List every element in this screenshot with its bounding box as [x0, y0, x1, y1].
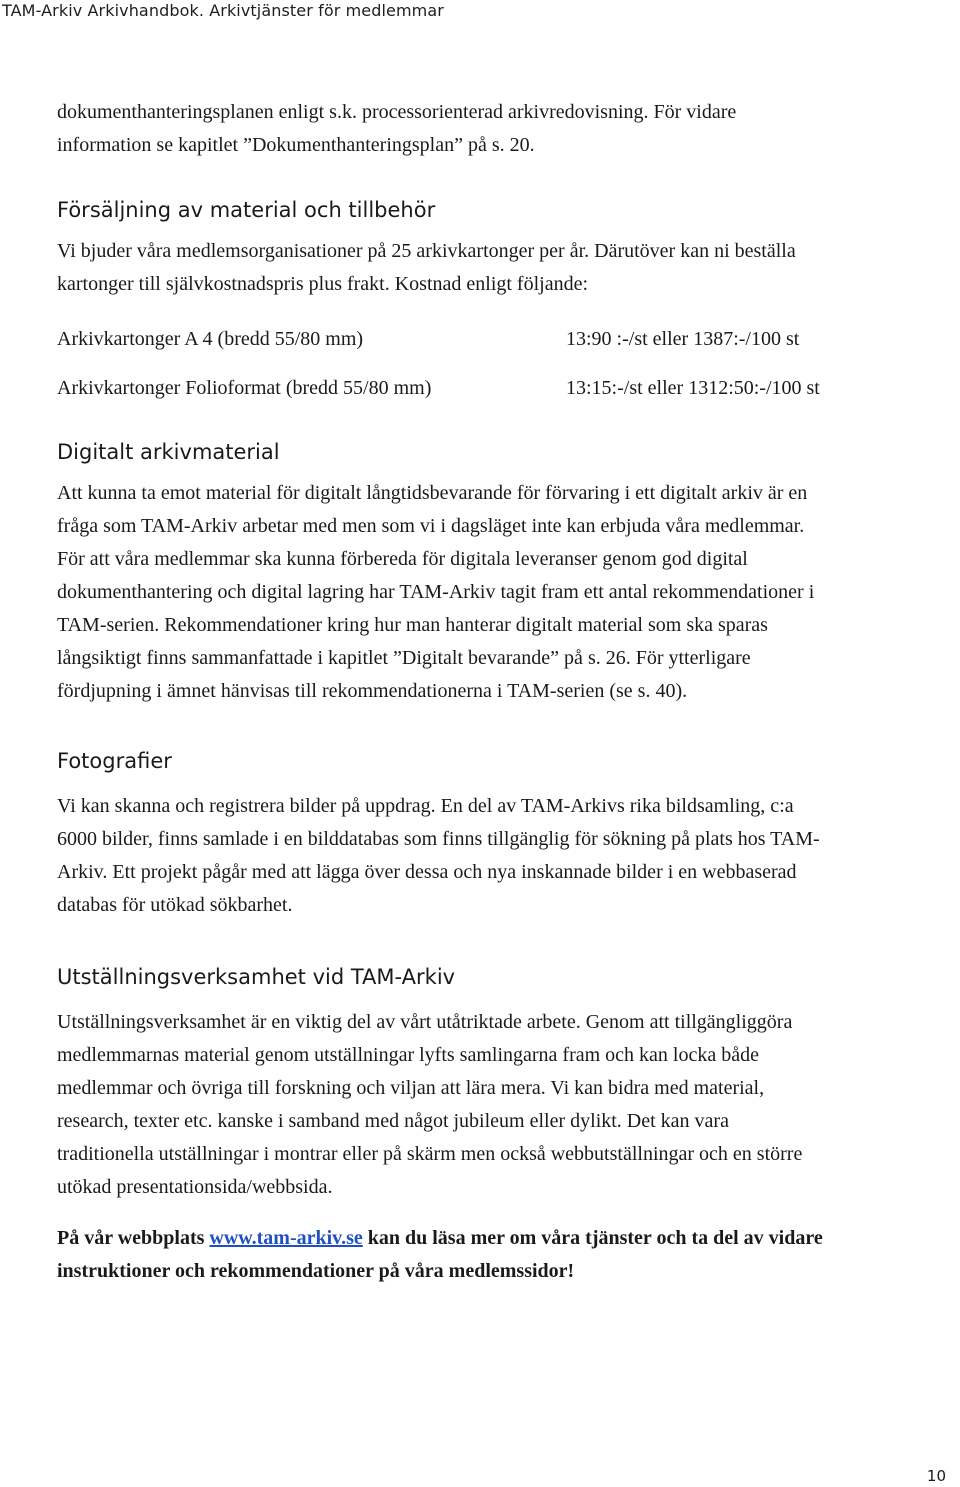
digital-line: dokumenthantering och digital lagring har TAM-Arkiv tagit fram ett antal rekommendationer i [57, 581, 815, 603]
digital-line: långsiktigt finns sammanfattade i kapitlet ”Digitalt bevarande” på s. 26. För ytterligare [57, 647, 751, 669]
page-number: 10 [926, 1467, 946, 1485]
closing-text: kan du läsa mer om våra tjänster och ta del av vidare [362, 1227, 823, 1249]
closing-note [57, 1222, 957, 1288]
heading-photos: Fotografier [57, 749, 172, 773]
heading-exhibitions: Utställningsverksamhet vid TAM-Arkiv [57, 965, 456, 989]
price-item: Arkivkartonger Folioformat (bredd 55/80 mm) [57, 377, 432, 399]
price-value: 13:15:-/st eller 1312:50:-/100 st [566, 377, 820, 399]
running-header: TAM-Arkiv Arkivhandbok. Arkivtjänster för medlemmar [2, 1, 444, 20]
price-row-folio [57, 372, 957, 405]
intro-line-1: dokumenthanteringsplanen enligt s.k. processorienterad arkivredovisning. För vidare [57, 101, 737, 123]
price-item: Arkivkartonger A 4 (bredd 55/80 mm) [57, 328, 364, 350]
exhibitions-line: medlemmar och övriga till forskning och viljan att lära mera. Vi kan bidra med material, [57, 1077, 765, 1099]
photos-line: Vi kan skanna och registrera bilder på uppdrag. En del av TAM-Arkivs rika bildsamling, c:a [57, 795, 794, 817]
digital-line: fördjupning i ämnet hänvisas till rekommendationerna i TAM-serien (se s. 40). [57, 680, 688, 702]
intro-paragraph [57, 96, 957, 162]
photos-line: databas för utökad sökbarhet. [57, 894, 293, 916]
heading-digital: Digitalt arkivmaterial [57, 440, 280, 464]
digital-line: fråga som TAM-Arkiv arbetar med men som vi i dagsläget inte kan erbjuda våra medlemmar. [57, 515, 805, 537]
sales-line-1: Vi bjuder våra medlemsorganisationer på 25 arkivkartonger per år. Därutöver kan ni beställa [57, 240, 796, 262]
exhibitions-paragraph [57, 1006, 957, 1204]
price-row-a4 [57, 323, 957, 356]
price-table [57, 323, 957, 405]
exhibitions-line: traditionella utställningar i montrar eller på skärm men också webbutställningar och en större [57, 1143, 803, 1165]
website-link[interactable]: www.tam-arkiv.se [209, 1227, 363, 1249]
closing-line-2: instruktioner och rekommendationer på våra medlemssidor! [57, 1260, 575, 1282]
digital-line: TAM-serien. Rekommendationer kring hur man hanterar digitalt material som ska sparas [57, 614, 768, 636]
sales-paragraph [57, 235, 957, 301]
photos-line: Arkiv. Ett projekt pågår med att lägga över dessa och nya inskannade bilder i en webbaserad [57, 861, 797, 883]
heading-sales: Försäljning av material och tillbehör [57, 198, 436, 222]
closing-text: På vår webbplats [57, 1227, 210, 1249]
exhibitions-line: utökad presentationsida/webbsida. [57, 1176, 333, 1198]
price-value: 13:90 :-/st eller 1387:-/100 st [566, 328, 800, 350]
exhibitions-line: research, texter etc. kanske i samband med något jubileum eller dylikt. Det kan vara [57, 1110, 729, 1132]
digital-line: För att våra medlemmar ska kunna förbereda för digitala leveranser genom god digital [57, 548, 748, 570]
photos-line: 6000 bilder, finns samlade i en bilddatabas som finns tillgänglig för sökning på plats hos TAM- [57, 828, 820, 850]
exhibitions-line: medlemmarnas material genom utställningar lyfts samlingarna fram och kan locka både [57, 1044, 759, 1066]
digital-line: Att kunna ta emot material för digitalt långtidsbevarande för förvaring i ett digitalt arkiv är en [57, 482, 808, 504]
exhibitions-line: Utställningsverksamhet är en viktig del av vårt utåtriktade arbete. Genom att tillgängliggöra [57, 1011, 793, 1033]
intro-line-2: information se kapitlet ”Dokumenthanteringsplan” på s. 20. [57, 134, 535, 156]
page-content [57, 96, 957, 1288]
sales-line-2: kartonger till självkostnadspris plus frakt. Kostnad enligt följande: [57, 273, 589, 295]
photos-paragraph [57, 790, 957, 922]
digital-paragraph [57, 477, 957, 708]
